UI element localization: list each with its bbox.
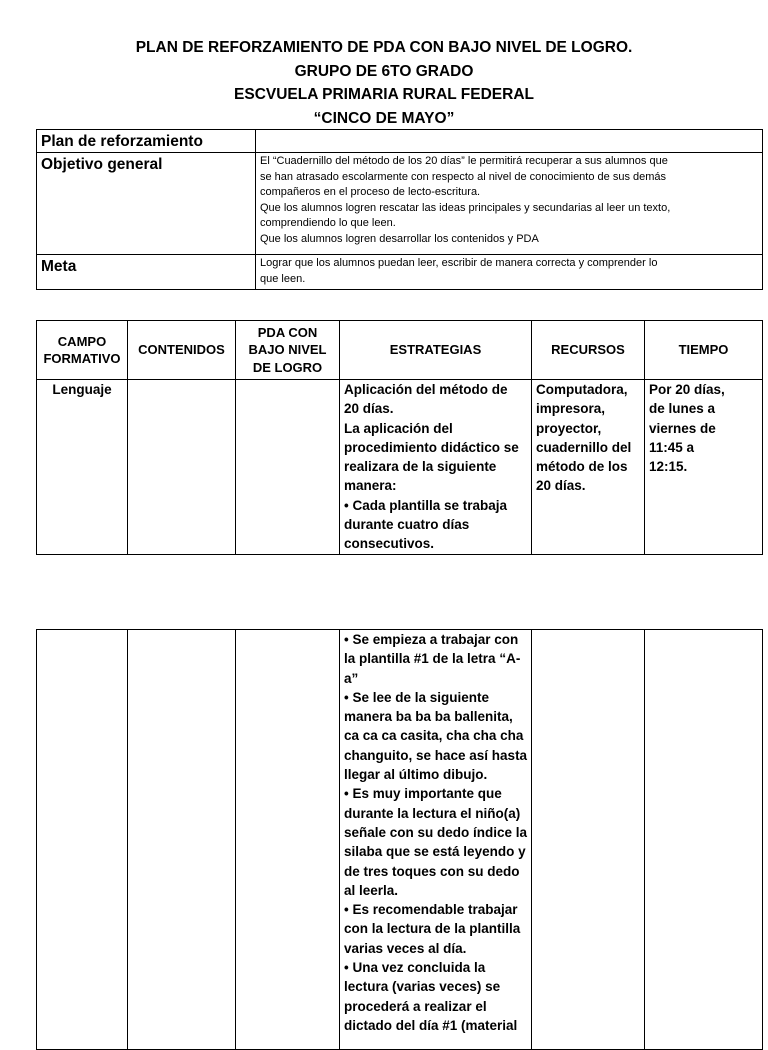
text-line: con la lectura de la plantilla (344, 921, 521, 937)
header-tiempo: TIEMPO (645, 321, 763, 380)
objective-line: comprendiendo lo que leen. (260, 217, 396, 229)
plan-label: Plan de reforzamiento (37, 130, 256, 153)
text-line: La aplicación del (344, 420, 453, 436)
objective-line: compañeros en el proceso de lecto-escritura. (260, 186, 481, 198)
text-line: changuito, se hace así hasta (344, 747, 528, 763)
header-campo-formativo (37, 321, 128, 380)
text-line: señale con su dedo índice la (344, 824, 528, 840)
text-line: varias veces al día. (344, 940, 467, 956)
objective-line: Que los alumnos logren desarrollar los contenidos y PDA (260, 232, 539, 245)
objective-line: se han atrasado escolarmente con respecto al nivel de conocimiento de sus demás (260, 170, 667, 183)
text-line: dictado del día #1 (material (344, 1017, 518, 1033)
title-line-1: PLAN DE REFORZAMIENTO DE PDA CON BAJO NIVEL DE LOGRO. (135, 39, 633, 56)
text-line: durante cuatro días (344, 517, 470, 533)
text-line: ca ca ca casita, cha cha cha (344, 728, 524, 744)
text-line: Aplicación del método de (344, 382, 508, 397)
text-line: de tres toques con su dedo (344, 863, 520, 879)
cell-recursos (532, 380, 645, 555)
header-text: DE LOGRO (252, 359, 323, 375)
text-line: realizara de la siguiente (344, 459, 497, 475)
text-line: viernes de (649, 420, 716, 436)
plan-table (36, 129, 763, 290)
text-line: 20 días. (344, 401, 394, 417)
cell-recursos (532, 630, 645, 1050)
goal-label: Meta (37, 255, 256, 290)
header-text: CAMPO (57, 333, 107, 349)
title-line-3: ESCVUELA PRIMARIA RURAL FEDERAL (234, 86, 534, 103)
text-line: • Es recomendable trabajar (344, 902, 518, 918)
text-line: 20 días. (536, 478, 586, 494)
text-line: • Cada plantilla se trabaja (344, 497, 508, 513)
text-line: Computadora, (536, 382, 628, 397)
goal-line: Lograr que los alumnos puedan leer, escribir de manera correcta y comprender lo (260, 257, 658, 269)
text-line: Por 20 días, (649, 382, 725, 397)
cell-tiempo (645, 630, 763, 1050)
text-line: 11:45 a (649, 439, 695, 455)
plan-row-objective (37, 153, 763, 255)
header-text: BAJO NIVEL (248, 342, 327, 358)
text-line: manera ba ba ba ballenita, (344, 709, 513, 725)
cell-contenidos (128, 380, 236, 555)
text-line: proyector, (536, 420, 602, 436)
text-line: durante la lectura el niño(a) (344, 805, 521, 821)
text-line: manera: (344, 478, 397, 494)
cell-contenidos (128, 630, 236, 1050)
text-line: procedimiento didáctico se (344, 439, 519, 455)
text-line: cuadernillo del (536, 439, 632, 455)
title-line-4: “CINCO DE MAYO” (313, 109, 455, 127)
plan-row-goal (37, 255, 763, 290)
cell-campo: Lenguaje (37, 380, 128, 555)
text-line: 12:15. (649, 459, 688, 475)
text-line: al leerla. (344, 882, 399, 898)
header-text: FORMATIVO (43, 351, 121, 366)
goal-line: que leen. (260, 272, 306, 285)
header-text: PDA CON (257, 324, 318, 340)
objective-label: Objetivo general (37, 153, 256, 255)
activities-table (36, 320, 763, 555)
text-line: • Se lee de la siguiente (344, 689, 490, 705)
cell-pda (236, 380, 340, 555)
goal-text (256, 255, 763, 290)
header-recursos: RECURSOS (532, 321, 645, 380)
document-title (0, 36, 768, 130)
text-line: silaba que se está leyendo y (344, 844, 526, 860)
cell-estrategias (340, 630, 532, 1050)
title-line-2: GRUPO DE 6TO GRADO (294, 62, 474, 80)
text-line: consecutivos. (344, 536, 435, 552)
text-line: impresora, (536, 401, 606, 417)
text-line: procederá a realizar el (344, 998, 487, 1014)
table-row (37, 380, 763, 555)
header-contenidos: CONTENIDOS (128, 321, 236, 380)
text-line: • Es muy importante que (344, 786, 502, 802)
objective-text (256, 153, 763, 255)
cell-tiempo (645, 380, 763, 555)
text-line: llegar al último dibujo. (344, 767, 488, 783)
cell-pda (236, 630, 340, 1050)
text-line: la plantilla #1 de la letra “A- (344, 651, 521, 667)
header-pda (236, 321, 340, 380)
activities-table-continued (36, 629, 763, 1050)
text-line: de lunes a (649, 401, 716, 417)
text-line: a” (344, 670, 359, 686)
header-row (37, 321, 763, 380)
cell-campo (37, 630, 128, 1050)
objective-line: Que los alumnos logren rescatar las ideas principales y secundarias al leer un texto, (260, 201, 671, 214)
plan-row-plan (37, 130, 763, 153)
objective-line: El “Cuadernillo del método de los 20 días” le permitirá recuperar a sus alumnos que (260, 155, 668, 167)
text-line: lectura (varias veces) se (344, 979, 501, 995)
text-line: • Se empieza a trabajar con (344, 632, 519, 647)
text-line: método de los (536, 459, 628, 475)
text-line: • Una vez concluida la (344, 960, 486, 976)
header-estrategias: ESTRATEGIAS (340, 321, 532, 380)
plan-value (256, 130, 763, 153)
table-row (37, 630, 763, 1050)
cell-estrategias (340, 380, 532, 555)
